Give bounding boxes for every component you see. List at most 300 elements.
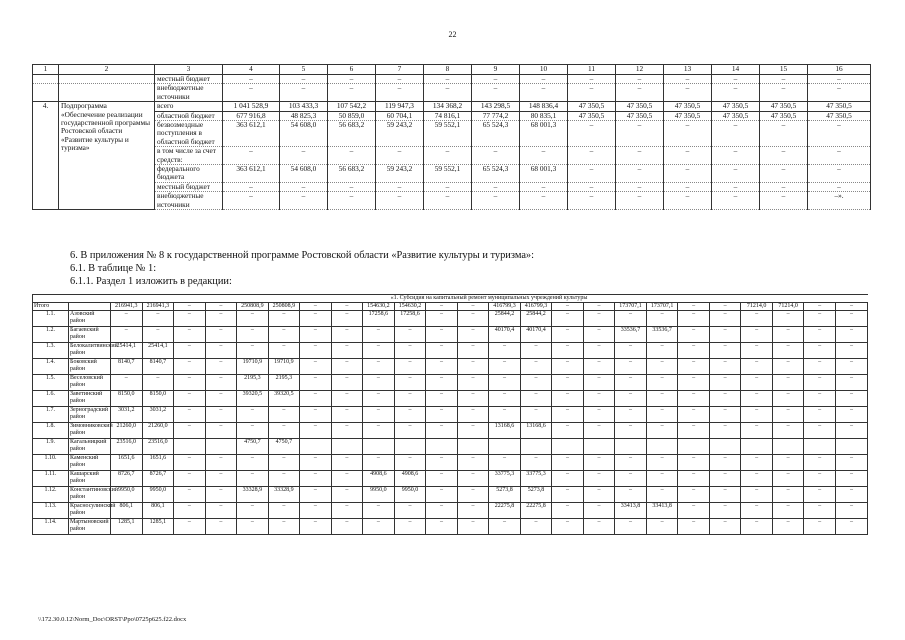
value-cell: –	[426, 343, 458, 359]
value-cell: –	[237, 503, 269, 519]
value-cell: –	[268, 503, 300, 519]
subsidy-table	[32, 294, 868, 535]
source-label: местный бюджет	[155, 182, 223, 191]
value-cell: –	[205, 343, 237, 359]
value-cell: –	[174, 327, 206, 343]
value-cell: –	[835, 471, 867, 487]
value-cell: –	[664, 121, 712, 147]
value-cell: –	[709, 327, 741, 343]
value-cell: 806,1	[142, 503, 174, 519]
total-value: 154630,2	[363, 303, 395, 311]
value-cell: –	[237, 455, 269, 471]
value-cell: –	[741, 519, 773, 535]
table-row	[33, 165, 871, 183]
value-cell: 47 350,5	[712, 102, 760, 111]
value-cell: –	[808, 75, 871, 84]
value-cell: –	[804, 391, 836, 407]
value-cell: –	[489, 343, 521, 359]
value-cell: –	[804, 375, 836, 391]
value-cell: –	[457, 487, 489, 503]
value-cell	[552, 439, 584, 455]
value-cell: –	[646, 471, 678, 487]
value-cell: –	[268, 455, 300, 471]
column-number: 10	[520, 65, 568, 75]
value-cell: –	[772, 359, 804, 375]
value-cell: –	[426, 391, 458, 407]
value-cell: –	[489, 391, 521, 407]
value-cell: 148 836,4	[520, 102, 568, 111]
value-cell: –	[489, 407, 521, 423]
total-value: 173707,1	[646, 303, 678, 311]
value-cell: –	[664, 182, 712, 191]
table-row	[33, 343, 868, 359]
value-cell: –	[426, 375, 458, 391]
value-cell: –	[268, 471, 300, 487]
value-cell: –	[646, 375, 678, 391]
value-cell: –	[712, 182, 760, 191]
value-cell: –	[457, 423, 489, 439]
value-cell: 80 835,1	[520, 111, 568, 120]
value-cell: 33413,8	[646, 503, 678, 519]
table-row	[33, 519, 868, 535]
value-cell: –	[760, 192, 808, 210]
row-number: 1.9.	[33, 439, 69, 455]
value-cell	[205, 439, 237, 455]
row-number: 1.2.	[33, 327, 69, 343]
value-cell: 59 243,2	[376, 121, 424, 147]
value-cell: –	[205, 519, 237, 535]
value-cell: –	[268, 423, 300, 439]
value-cell: –	[174, 455, 206, 471]
value-cell: –	[552, 311, 584, 327]
value-cell: –	[709, 487, 741, 503]
value-cell: –	[583, 487, 615, 503]
value-cell	[835, 439, 867, 455]
value-cell: 8726,7	[142, 471, 174, 487]
paragraph-6-1-1: 6.1.1. Раздел 1 изложить в редакции:	[70, 276, 232, 287]
value-cell: –	[709, 503, 741, 519]
value-cell: –	[205, 327, 237, 343]
value-cell: –	[520, 84, 568, 102]
value-cell: 60 704,1	[376, 111, 424, 120]
value-cell: –	[331, 327, 363, 343]
value-cell: –	[552, 487, 584, 503]
value-cell: –	[835, 455, 867, 471]
value-cell: 33413,8	[615, 503, 647, 519]
value-cell: –	[804, 359, 836, 375]
value-cell: –	[772, 311, 804, 327]
value-cell: –	[205, 503, 237, 519]
value-cell: 65 524,3	[472, 165, 520, 183]
total-row	[33, 303, 868, 311]
value-cell: –	[331, 391, 363, 407]
value-cell: –	[772, 487, 804, 503]
value-cell: –	[616, 182, 664, 191]
value-cell: –	[394, 343, 426, 359]
value-cell: –	[472, 192, 520, 210]
value-cell: 5273,8	[520, 487, 552, 503]
value-cell: –	[552, 471, 584, 487]
value-cell: –	[646, 311, 678, 327]
value-cell: –	[223, 75, 280, 84]
value-cell: –	[678, 375, 710, 391]
value-cell: –	[174, 343, 206, 359]
value-cell: –	[331, 407, 363, 423]
value-cell: –	[268, 343, 300, 359]
value-cell: –	[205, 311, 237, 327]
value-cell: 39320,5	[268, 391, 300, 407]
value-cell: –	[552, 519, 584, 535]
value-cell: –	[741, 423, 773, 439]
value-cell: –	[174, 375, 206, 391]
value-cell: –	[205, 407, 237, 423]
value-cell: –	[426, 487, 458, 503]
value-cell: 56 683,2	[328, 165, 376, 183]
value-cell: –	[280, 75, 328, 84]
value-cell: –	[268, 407, 300, 423]
value-cell: 47 350,5	[808, 111, 871, 120]
value-cell	[741, 439, 773, 455]
value-cell: 1651,6	[142, 455, 174, 471]
value-cell: –	[363, 375, 395, 391]
value-cell: –	[426, 455, 458, 471]
value-cell: –	[583, 519, 615, 535]
value-cell: –	[394, 455, 426, 471]
value-cell: 48 825,3	[280, 111, 328, 120]
value-cell: 74 816,1	[424, 111, 472, 120]
value-cell: –	[237, 471, 269, 487]
program-funding-table	[32, 64, 871, 210]
value-cell: –	[205, 423, 237, 439]
column-number: 15	[760, 65, 808, 75]
value-cell: –	[174, 423, 206, 439]
value-cell: 134 368,2	[424, 102, 472, 111]
value-cell	[772, 439, 804, 455]
value-cell: 8150,0	[111, 391, 143, 407]
value-cell: –	[424, 75, 472, 84]
value-cell: –	[804, 487, 836, 503]
value-cell: –	[205, 391, 237, 407]
value-cell: –	[741, 407, 773, 423]
value-cell: –	[300, 471, 332, 487]
empty-cell	[59, 84, 155, 102]
value-cell: 40170,4	[489, 327, 521, 343]
value-cell: –	[280, 147, 328, 165]
value-cell: –	[142, 311, 174, 327]
row-number: 1.14.	[33, 519, 69, 535]
value-cell: –	[583, 407, 615, 423]
total-value: –	[205, 303, 237, 311]
value-cell: –	[363, 359, 395, 375]
value-cell: –	[376, 192, 424, 210]
value-cell: –	[331, 503, 363, 519]
column-number: 9	[472, 65, 520, 75]
value-cell: –	[331, 471, 363, 487]
value-cell	[646, 439, 678, 455]
value-cell: –	[142, 327, 174, 343]
value-cell: –	[223, 192, 280, 210]
column-number: 13	[664, 65, 712, 75]
value-cell: –	[237, 343, 269, 359]
value-cell: –	[142, 375, 174, 391]
value-cell: –	[457, 503, 489, 519]
value-cell: –	[583, 327, 615, 343]
value-cell: –	[424, 192, 472, 210]
value-cell: 68 001,3	[520, 121, 568, 147]
total-value: –	[331, 303, 363, 311]
value-cell: –	[835, 391, 867, 407]
total-value: 216941,3	[142, 303, 174, 311]
value-cell: –	[331, 343, 363, 359]
value-cell: –	[174, 359, 206, 375]
total-value: –	[426, 303, 458, 311]
value-cell: –	[376, 147, 424, 165]
value-cell: –	[174, 407, 206, 423]
value-cell: –	[615, 455, 647, 471]
value-cell: 19710,9	[237, 359, 269, 375]
value-cell: –	[457, 407, 489, 423]
value-cell: –	[520, 147, 568, 165]
value-cell: –	[616, 192, 664, 210]
value-cell: –	[835, 423, 867, 439]
value-cell: 363 612,1	[223, 165, 280, 183]
value-cell: –	[615, 519, 647, 535]
value-cell	[363, 439, 395, 455]
table-row	[33, 503, 868, 519]
value-cell: –	[489, 455, 521, 471]
value-cell: –	[552, 343, 584, 359]
value-cell: –	[678, 471, 710, 487]
district-name: Константиновский район	[69, 487, 111, 503]
value-cell: 23516,0	[142, 439, 174, 455]
value-cell: –	[376, 75, 424, 84]
value-cell: –	[664, 75, 712, 84]
value-cell: –	[583, 471, 615, 487]
value-cell: –	[174, 519, 206, 535]
value-cell: 13168,6	[489, 423, 521, 439]
value-cell	[489, 439, 521, 455]
table-row	[33, 327, 868, 343]
value-cell: –	[835, 519, 867, 535]
value-cell: –	[804, 519, 836, 535]
value-cell: –	[741, 503, 773, 519]
value-cell: 59 552,1	[424, 165, 472, 183]
value-cell	[300, 439, 332, 455]
value-cell: 19710,9	[268, 359, 300, 375]
value-cell: –	[664, 192, 712, 210]
value-cell: –	[376, 182, 424, 191]
value-cell: –	[712, 147, 760, 165]
value-cell: –	[615, 471, 647, 487]
value-cell: 47 350,5	[808, 102, 871, 111]
paragraph-6-1: 6.1. В таблице № 1:	[70, 263, 157, 274]
row-number: 1.5.	[33, 375, 69, 391]
value-cell: –	[835, 327, 867, 343]
value-cell: 3031,2	[142, 407, 174, 423]
value-cell: –	[804, 503, 836, 519]
column-number: 8	[424, 65, 472, 75]
value-cell: 33536,7	[615, 327, 647, 343]
total-value: –	[174, 303, 206, 311]
value-cell: –	[804, 455, 836, 471]
value-cell: –	[583, 455, 615, 471]
column-number: 2	[59, 65, 155, 75]
value-cell: –	[457, 455, 489, 471]
value-cell: –	[804, 407, 836, 423]
value-cell: –	[760, 165, 808, 183]
value-cell: –	[520, 343, 552, 359]
value-cell: –	[646, 455, 678, 471]
value-cell: –	[489, 359, 521, 375]
row-number: 1.11.	[33, 471, 69, 487]
table-row	[33, 359, 868, 375]
value-cell: –	[328, 75, 376, 84]
value-cell: –	[760, 75, 808, 84]
value-cell: –	[457, 359, 489, 375]
value-cell: 4908,6	[363, 471, 395, 487]
value-cell	[583, 439, 615, 455]
value-cell: 4750,7	[268, 439, 300, 455]
value-cell: –».	[808, 192, 871, 210]
value-cell: –	[237, 407, 269, 423]
value-cell: 13168,6	[520, 423, 552, 439]
value-cell: –	[331, 311, 363, 327]
value-cell	[331, 439, 363, 455]
value-cell: 8150,0	[142, 391, 174, 407]
value-cell: –	[835, 343, 867, 359]
value-cell: –	[174, 487, 206, 503]
total-value: –	[457, 303, 489, 311]
value-cell: 47 350,5	[712, 111, 760, 120]
value-cell: –	[678, 407, 710, 423]
value-cell: –	[331, 455, 363, 471]
row-number: 1.12.	[33, 487, 69, 503]
value-cell: –	[552, 407, 584, 423]
value-cell: 107 542,2	[328, 102, 376, 111]
value-cell: 2195,3	[237, 375, 269, 391]
value-cell: –	[772, 407, 804, 423]
value-cell: 33775,3	[489, 471, 521, 487]
value-cell: –	[552, 375, 584, 391]
value-cell: –	[616, 165, 664, 183]
value-cell: –	[741, 375, 773, 391]
value-cell: –	[583, 375, 615, 391]
value-cell: –	[237, 327, 269, 343]
value-cell: 33328,9	[268, 487, 300, 503]
value-cell: –	[363, 423, 395, 439]
value-cell: 47 350,5	[616, 111, 664, 120]
value-cell: –	[363, 343, 395, 359]
value-cell: –	[111, 375, 143, 391]
value-cell: –	[772, 423, 804, 439]
value-cell: 1651,6	[111, 455, 143, 471]
value-cell: –	[646, 343, 678, 359]
value-cell: –	[394, 359, 426, 375]
value-cell: –	[457, 471, 489, 487]
table-row	[33, 391, 868, 407]
value-cell: –	[174, 311, 206, 327]
value-cell: –	[772, 327, 804, 343]
value-cell: –	[646, 359, 678, 375]
table-row	[33, 311, 868, 327]
value-cell: 39320,5	[237, 391, 269, 407]
value-cell: –	[678, 359, 710, 375]
value-cell: –	[328, 182, 376, 191]
total-value: –	[804, 303, 836, 311]
value-cell: –	[300, 455, 332, 471]
value-cell: –	[772, 455, 804, 471]
column-number: 1	[33, 65, 59, 75]
value-cell: –	[489, 519, 521, 535]
value-cell: –	[424, 147, 472, 165]
value-cell: –	[300, 311, 332, 327]
value-cell: –	[709, 455, 741, 471]
total-value: 71214,0	[741, 303, 773, 311]
empty-cell	[59, 75, 155, 84]
table-row	[33, 84, 871, 102]
value-cell: –	[804, 311, 836, 327]
empty-cell	[33, 75, 59, 84]
value-cell	[457, 439, 489, 455]
value-cell: –	[520, 75, 568, 84]
value-cell: –	[363, 519, 395, 535]
column-number: 16	[808, 65, 871, 75]
value-cell: 59 243,2	[376, 165, 424, 183]
value-cell: –	[520, 375, 552, 391]
row-number: 1.1.	[33, 311, 69, 327]
value-cell: –	[472, 147, 520, 165]
value-cell	[394, 439, 426, 455]
value-cell: 9950,0	[142, 487, 174, 503]
value-cell: –	[223, 147, 280, 165]
value-cell: 806,1	[111, 503, 143, 519]
value-cell	[709, 439, 741, 455]
caption-row	[33, 295, 868, 303]
value-cell: –	[174, 391, 206, 407]
column-number: 11	[568, 65, 616, 75]
value-cell: –	[712, 75, 760, 84]
value-cell: –	[363, 455, 395, 471]
value-cell: –	[664, 165, 712, 183]
value-cell: –	[646, 407, 678, 423]
value-cell: –	[363, 327, 395, 343]
value-cell: –	[426, 359, 458, 375]
table-row	[33, 375, 868, 391]
value-cell: –	[772, 375, 804, 391]
value-cell: –	[616, 75, 664, 84]
value-cell: –	[552, 455, 584, 471]
value-cell: –	[615, 343, 647, 359]
value-cell: –	[678, 455, 710, 471]
value-cell: 143 298,5	[472, 102, 520, 111]
value-cell: –	[808, 147, 871, 165]
district-name: Багаевский район	[69, 327, 111, 343]
value-cell: –	[741, 455, 773, 471]
value-cell: 25844,2	[520, 311, 552, 327]
total-value: 250808,9	[237, 303, 269, 311]
value-cell: –	[583, 503, 615, 519]
value-cell: –	[457, 311, 489, 327]
district-name: Азовский район	[69, 311, 111, 327]
value-cell: –	[615, 375, 647, 391]
value-cell: –	[363, 391, 395, 407]
value-cell: –	[174, 471, 206, 487]
value-cell: 47 350,5	[616, 102, 664, 111]
value-cell: 17258,6	[363, 311, 395, 327]
value-cell: –	[394, 375, 426, 391]
value-cell: 1285,1	[142, 519, 174, 535]
value-cell: –	[741, 327, 773, 343]
